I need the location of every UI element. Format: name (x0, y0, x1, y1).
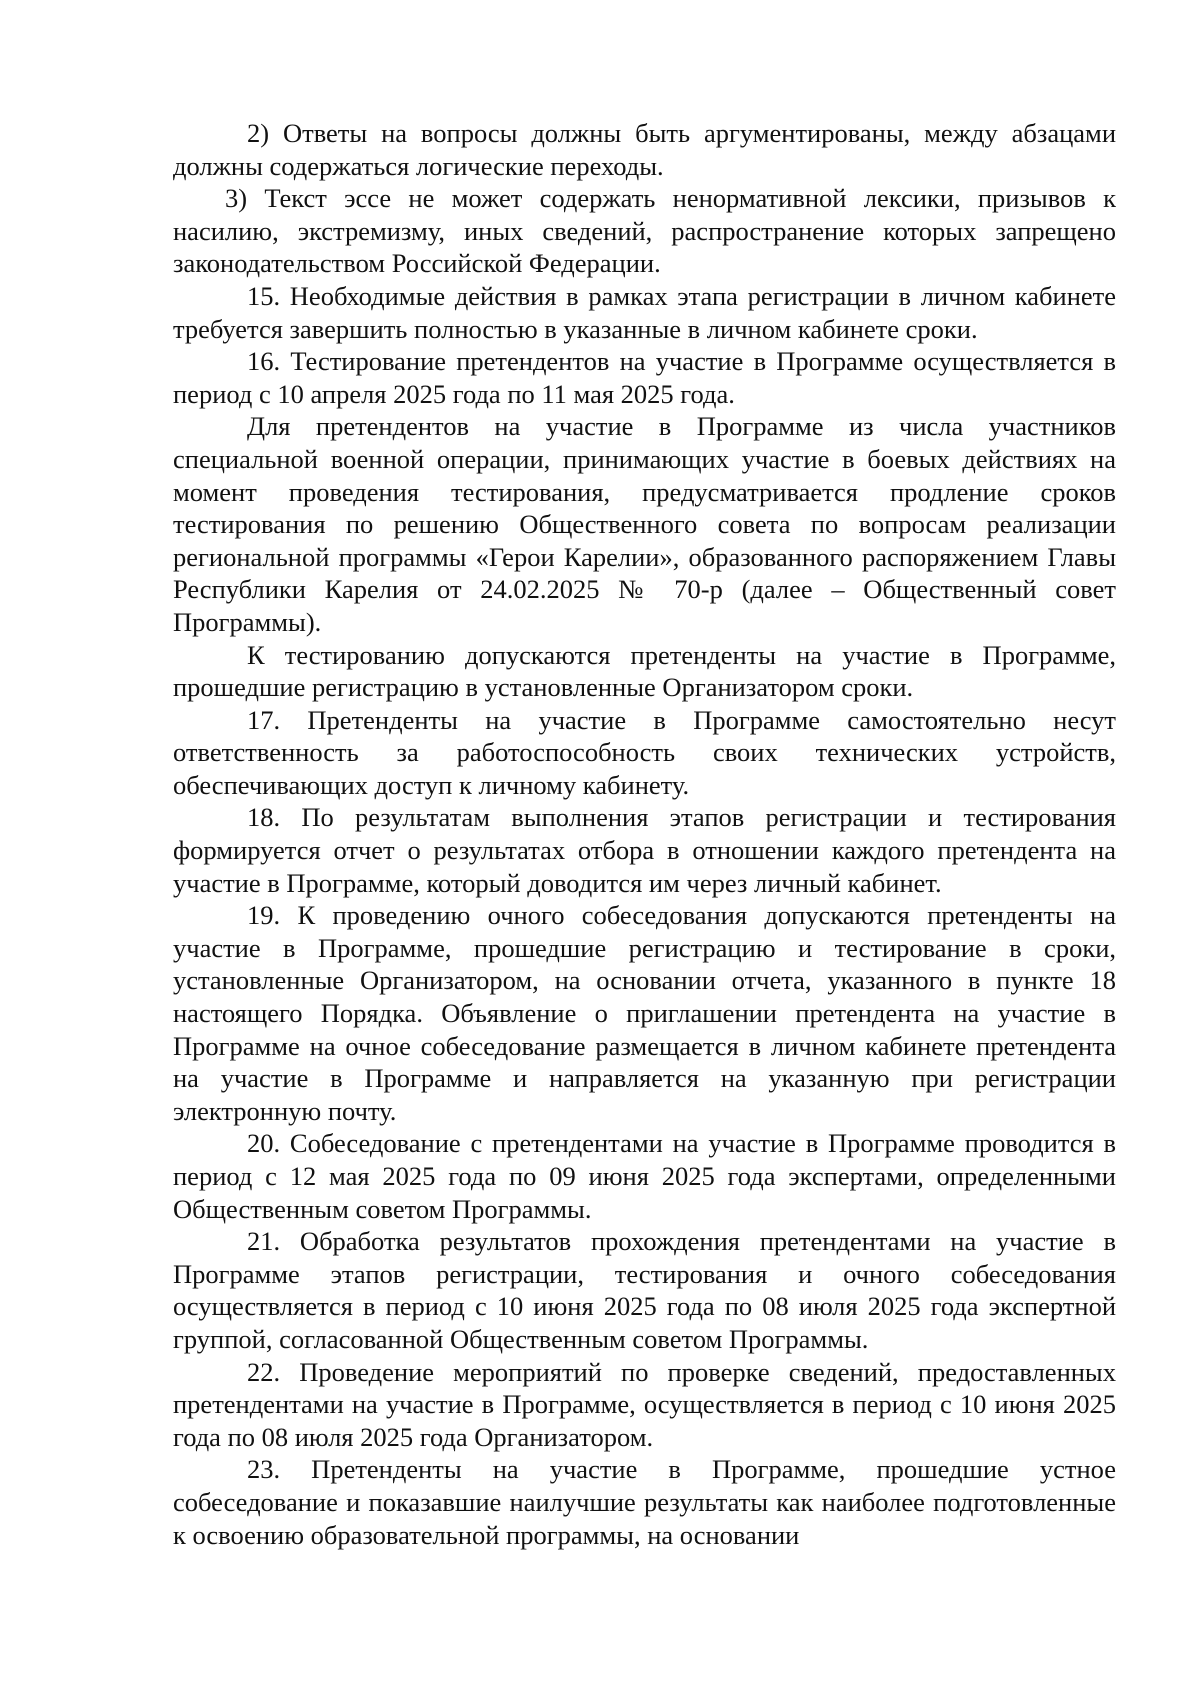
paragraph-essay-rule-3: 3) Текст эссе не может содержать ненормативной лексики, призывов к насилию, экстремизму, иных сведений, распространение которых запрещено законодательством Российской Федерации. (173, 183, 1116, 279)
paragraph-item-23: 23. Претенденты на участие в Программе, прошедшие устное собеседование и показавшие наилучшие результаты как наиболее подготовленные к освоению образовательной программы, на основании (173, 1454, 1116, 1550)
paragraph-item-15: 15. Необходимые действия в рамках этапа регистрации в личном кабинете требуется завершить полностью в указанные в личном кабинете сроки. (173, 280, 1116, 344)
paragraph-item-19: 19. К проведению очного собеседования допускаются претенденты на участие в Программе, прошедшие регистрацию и тестирование в сроки, установленные Организатором, на основании отчета, указанного в пункте 18 настоящего Порядка. Объявление о приглашении претендента на участие в Программе на очное собеседование размещается в личном кабинете претендента на участие в Программе и направляется на указанную при регистрации электронную почту. (173, 900, 1116, 1126)
paragraph-item-20: 20. Собеседование с претендентами на участие в Программе проводится в период с 12 мая 2025 года по 09 июня 2025 года экспертами, определенными Общественным советом Программы. (173, 1128, 1116, 1224)
paragraph-item-16-svo: Для претендентов на участие в Программе из числа участников специальной военной операции, принимающих участие в боевых действиях на момент проведения тестирования, предусматривается продление сроков тестирования по решению Общественного совета по вопросам реализации региональной программы «Герои Карелии», образованного распоряжением Главы Республики Карелия от 24.02.2025 № 70-р (далее – Общественный совет Программы). (173, 411, 1116, 637)
paragraph-item-21: 21. Обработка результатов прохождения претендентами на участие в Программе этапов регистрации, тестирования и очного собеседования осуществляется в период с 10 июня 2025 года по 08 июля 2025 года экспертной группой, согласованной Общественным советом Программы. (173, 1226, 1116, 1354)
paragraph-item-17: 17. Претенденты на участие в Программе самостоятельно несут ответственность за работоспособность своих технических устройств, обеспечивающих доступ к личному кабинету. (173, 704, 1116, 800)
paragraph-item-22: 22. Проведение мероприятий по проверке сведений, предоставленных претендентами на участие в Программе, осуществляется в период с 10 июня 2025 года по 08 июля 2025 года Организатором. (173, 1356, 1116, 1452)
paragraph-item-16: 16. Тестирование претендентов на участие в Программе осуществляется в период с 10 апреля 2025 года по 11 мая 2025 года. (173, 346, 1116, 409)
document-body (173, 117, 1116, 1551)
paragraph-essay-rule-2: 2) Ответы на вопросы должны быть аргументированы, между абзацами должны содержаться логические переходы. (173, 118, 1116, 181)
paragraph-item-16-admission: К тестированию допускаются претенденты на участие в Программе, прошедшие регистрацию в установленные Организатором сроки. (173, 639, 1116, 703)
paragraph-item-18: 18. По результатам выполнения этапов регистрации и тестирования формируется отчет о результатах отбора в отношении каждого претендента на участие в Программе, который доводится им через личный кабинет. (173, 802, 1116, 898)
